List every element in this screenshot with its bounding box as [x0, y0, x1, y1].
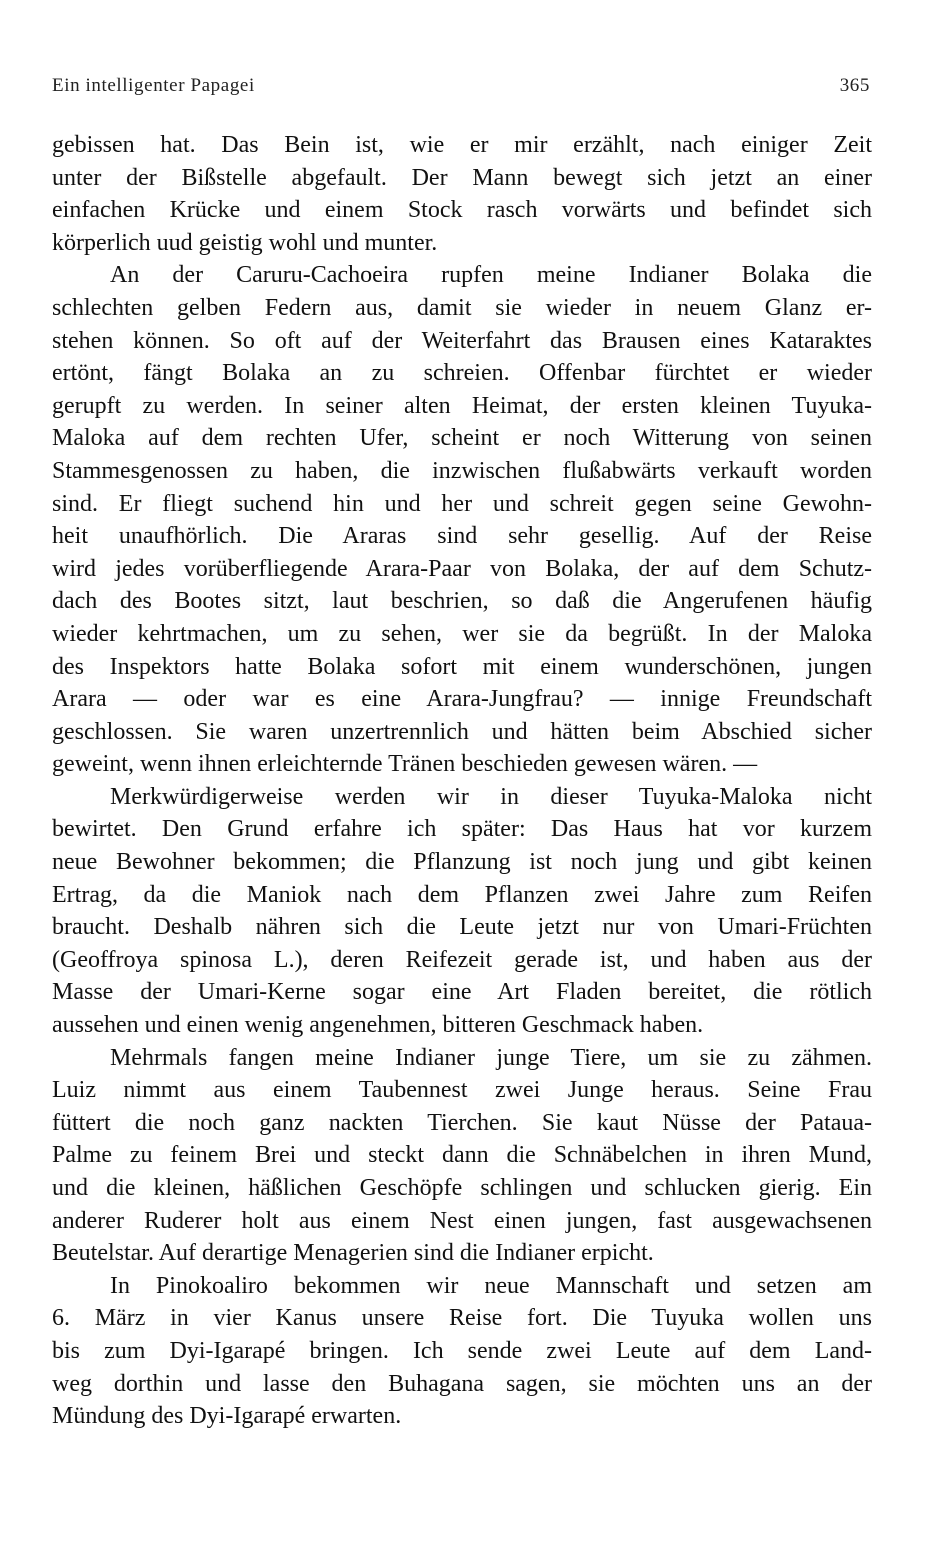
page-number: 365 [839, 75, 870, 96]
text-line: des Inspektors hatte Bolaka sofort mit einem wunderschönen, jungen [52, 653, 872, 680]
text-line: geweint, wenn ihnen erleichternde Tränen beschieden gewesen wären. — [52, 751, 758, 778]
paragraph-first-line: Merkwürdigerweise werden wir in dieser Tuyuka-Maloka nicht [110, 783, 872, 810]
text-line: unter der Bißstelle abgefault. Der Mann bewegt sich jetzt an einer [52, 164, 872, 191]
text-line: und die kleinen, häßlichen Geschöpfe schlingen und schlucken gierig. Ein [52, 1175, 872, 1201]
text-line: Palme zu feinem Brei und steckt dann die Schnäbelchen in ihren Mund, [52, 1142, 872, 1169]
text-line: bewirtet. Den Grund erfahre ich später: Das Haus hat vor kurzem [52, 816, 872, 843]
text-line: heit unaufhörlich. Die Araras sind sehr gesellig. Auf der Reise [52, 523, 872, 550]
text-line: bis zum Dyi-Igarapé bringen. Ich sende zwei Leute auf dem Land- [52, 1337, 872, 1364]
text-line: Luiz nimmt aus einem Taubennest zwei Junge heraus. Seine Frau [52, 1077, 872, 1104]
text-line: einfachen Krücke und einem Stock rasch vorwärts und befindet sich [52, 197, 872, 224]
body-text [52, 129, 872, 1433]
text-line: neue Bewohner bekommen; die Pflanzung ist noch jung und gibt keinen [52, 849, 872, 876]
text-line: Masse der Umari-Kerne sogar eine Art Fladen bereitet, die rötlich [52, 979, 872, 1006]
text-line: gebissen hat. Das Bein ist, wie er mir erzählt, nach einiger Zeit [52, 132, 872, 158]
text-line: Ertrag, da die Maniok nach dem Pflanzen zwei Jahre zum Reifen [52, 881, 872, 908]
text-line: stehen können. So oft auf der Weiterfahrt das Brausen eines Kataraktes [52, 327, 872, 354]
text-line: dach des Bootes sitzt, laut beschrien, so daß die Angerufenen häufig [52, 588, 872, 615]
text-line: körperlich uud geistig wohl und munter. [52, 229, 438, 256]
text-line: anderer Ruderer holt aus einem Nest einen jungen, fast ausgewachsenen [52, 1207, 872, 1234]
text-line: braucht. Deshalb nähren sich die Leute jetzt nur von Umari-Früchten [52, 914, 872, 941]
text-line: wird jedes vorüberfliegende Arara-Paar von Bolaka, der auf dem Schutz- [52, 555, 872, 582]
text-line: schlechten gelben Federn aus, damit sie wieder in neuem Glanz er- [52, 294, 872, 321]
text-line: weg dorthin und lasse den Buhagana sagen, sie möchten uns an der [52, 1370, 872, 1397]
running-head [52, 75, 870, 101]
text-line: wieder kehrtmachen, um zu sehen, wer sie da begrüßt. In der Maloka [52, 620, 872, 647]
paragraph-first-line: In Pinokoaliro bekommen wir neue Mannschaft und setzen am [110, 1272, 872, 1299]
text-line: Stammesgenossen zu haben, die inzwischen flußabwärts verkauft worden [52, 457, 872, 484]
text-line: gerupft zu werden. In seiner alten Heimat, der ersten kleinen Tuyuka- [52, 392, 872, 419]
text-line: Beutelstar. Auf derartige Menagerien sind die Indianer erpicht. [52, 1240, 654, 1267]
text-line: Mündung des Dyi-Igarapé erwarten. [52, 1403, 402, 1430]
text-line: geschlossen. Sie waren unzertrennlich und hätten beim Abschied sicher [52, 718, 872, 745]
text-line: Maloka auf dem rechten Ufer, scheint er noch Witterung von seinen [52, 425, 872, 452]
running-head-title: Ein intelligenter Papagei [52, 75, 255, 96]
text-line: Arara — oder war es eine Arara-Jungfrau? — innige Freundschaft [52, 686, 872, 713]
paragraph-first-line: Mehrmals fangen meine Indianer junge Tiere, um sie zu zähmen. [110, 1044, 872, 1071]
text-line: (Geoffroya spinosa L.), deren Reifezeit gerade ist, und haben aus der [52, 946, 872, 973]
text-line: ertönt, fängt Bolaka an zu schreien. Offenbar fürchtet er wieder [52, 360, 872, 387]
paragraph-first-line: An der Caruru-Cachoeira rupfen meine Indianer Bolaka die [110, 262, 872, 289]
text-line: sind. Er fliegt suchend hin und her und schreit gegen seine Gewohn- [52, 490, 872, 517]
text-line: füttert die noch ganz nackten Tierchen. Sie kaut Nüsse der Pataua- [52, 1109, 872, 1136]
text-line: 6. März in vier Kanus unsere Reise fort. Die Tuyuka wollen uns [52, 1305, 872, 1332]
text-line: aussehen und einen wenig angenehmen, bitteren Geschmack haben. [52, 1012, 704, 1039]
